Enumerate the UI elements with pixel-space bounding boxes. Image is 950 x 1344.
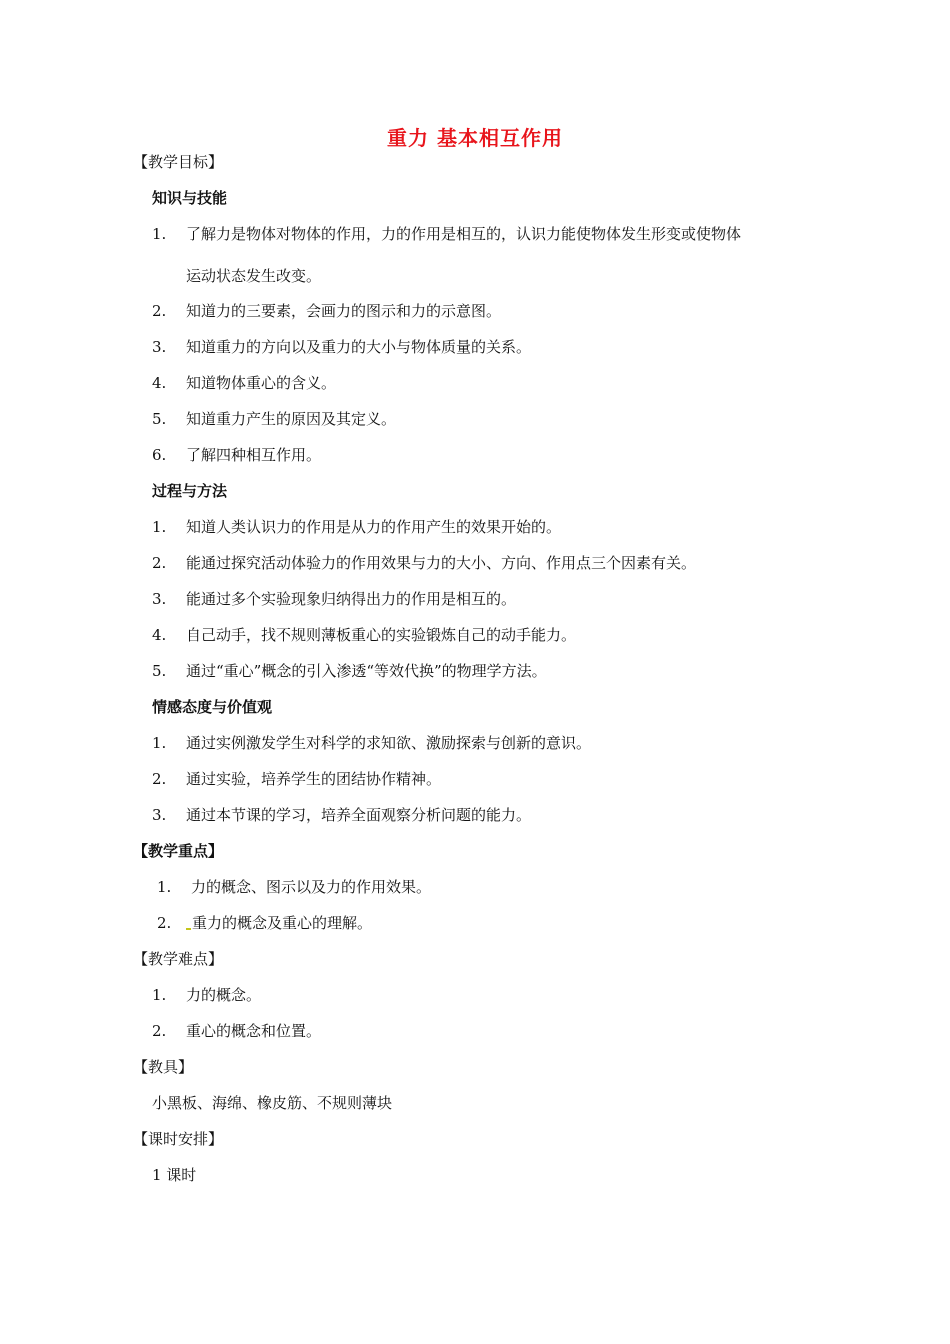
process-item-4-num: 4. (152, 626, 167, 644)
process-item-3-num: 3. (152, 590, 167, 608)
knowledge-item-5-num: 5. (152, 410, 167, 428)
emotion-item-1-num: 1. (152, 734, 167, 752)
process-item-5-num: 5. (152, 662, 167, 680)
edit-mark-icon (186, 928, 191, 930)
key-point-2-num: 2. (157, 914, 172, 932)
knowledge-item-1-num: 1. (152, 225, 167, 243)
process-item-2-num: 2. (152, 554, 167, 572)
key-point-1-num: 1. (157, 878, 172, 896)
process-item-1-text: 知道人类认识力的作用是从力的作用产生的效果开始的。 (186, 518, 562, 536)
emotion-heading: 情感态度与价值观 (152, 698, 273, 716)
knowledge-heading: 知识与技能 (152, 189, 228, 207)
key-point-2-text: 重力的概念及重心的理解。 (192, 914, 373, 932)
emotion-item-1-text: 通过实例激发学生对科学的求知欲、激励探索与创新的意识。 (186, 734, 592, 752)
emotion-item-3-num: 3. (152, 806, 167, 824)
process-item-5-text: 通过“重心”概念的引入渗透“等效代换”的物理学方法。 (186, 662, 547, 680)
key-points-heading: 【教学重点】 (133, 842, 224, 860)
process-item-2-text: 能通过探究活动体验力的作用效果与力的大小、方向、作用点三个因素有关。 (186, 554, 697, 572)
difficulty-2-text: 重心的概念和位置。 (186, 1022, 322, 1040)
objectives-heading: 【教学目标】 (133, 153, 224, 171)
knowledge-item-6-num: 6. (152, 446, 167, 464)
difficulty-1-num: 1. (152, 986, 167, 1004)
emotion-item-3-text: 通过本节课的学习，培养全面观察分析问题的能力。 (186, 806, 532, 824)
knowledge-item-3-text: 知道重力的方向以及重力的大小与物体质量的关系。 (186, 338, 532, 356)
key-point-1-text: 力的概念、图示以及力的作用效果。 (191, 878, 432, 896)
knowledge-item-4-text: 知道物体重心的含义。 (186, 374, 337, 392)
schedule-heading: 【课时安排】 (133, 1130, 224, 1148)
key-point-2-row (186, 913, 372, 933)
difficulties-heading: 【教学难点】 (133, 950, 224, 968)
tools-text: 小黑板、海绵、橡皮筋、不规则薄块 (152, 1094, 393, 1112)
knowledge-item-3-num: 3. (152, 338, 167, 356)
process-item-3-text: 能通过多个实验现象归纳得出力的作用是相互的。 (186, 590, 517, 608)
tools-heading: 【教具】 (133, 1058, 194, 1076)
knowledge-item-1-line-2: 运动状态发生改变。 (186, 267, 322, 285)
emotion-item-2-num: 2. (152, 770, 167, 788)
difficulty-1-text: 力的概念。 (186, 986, 262, 1004)
knowledge-item-5-text: 知道重力产生的原因及其定义。 (186, 410, 397, 428)
emotion-item-2-text: 通过实验，培养学生的团结协作精神。 (186, 770, 442, 788)
knowledge-item-4-num: 4. (152, 374, 167, 392)
schedule-text: 1 课时 (152, 1166, 197, 1184)
document-title: 重力 基本相互作用 (387, 126, 563, 150)
knowledge-item-2-num: 2. (152, 302, 167, 320)
knowledge-item-1-line-1: 了解力是物体对物体的作用，力的作用是相互的，认识力能使物体发生形变或使物体 (186, 225, 742, 243)
process-item-4-text: 自己动手，找不规则薄板重心的实验锻炼自己的动手能力。 (186, 626, 577, 644)
knowledge-item-6-text: 了解四种相互作用。 (186, 446, 322, 464)
process-heading: 过程与方法 (152, 482, 228, 500)
difficulty-2-num: 2. (152, 1022, 167, 1040)
knowledge-item-2-text: 知道力的三要素，会画力的图示和力的示意图。 (186, 302, 502, 320)
process-item-1-num: 1. (152, 518, 167, 536)
